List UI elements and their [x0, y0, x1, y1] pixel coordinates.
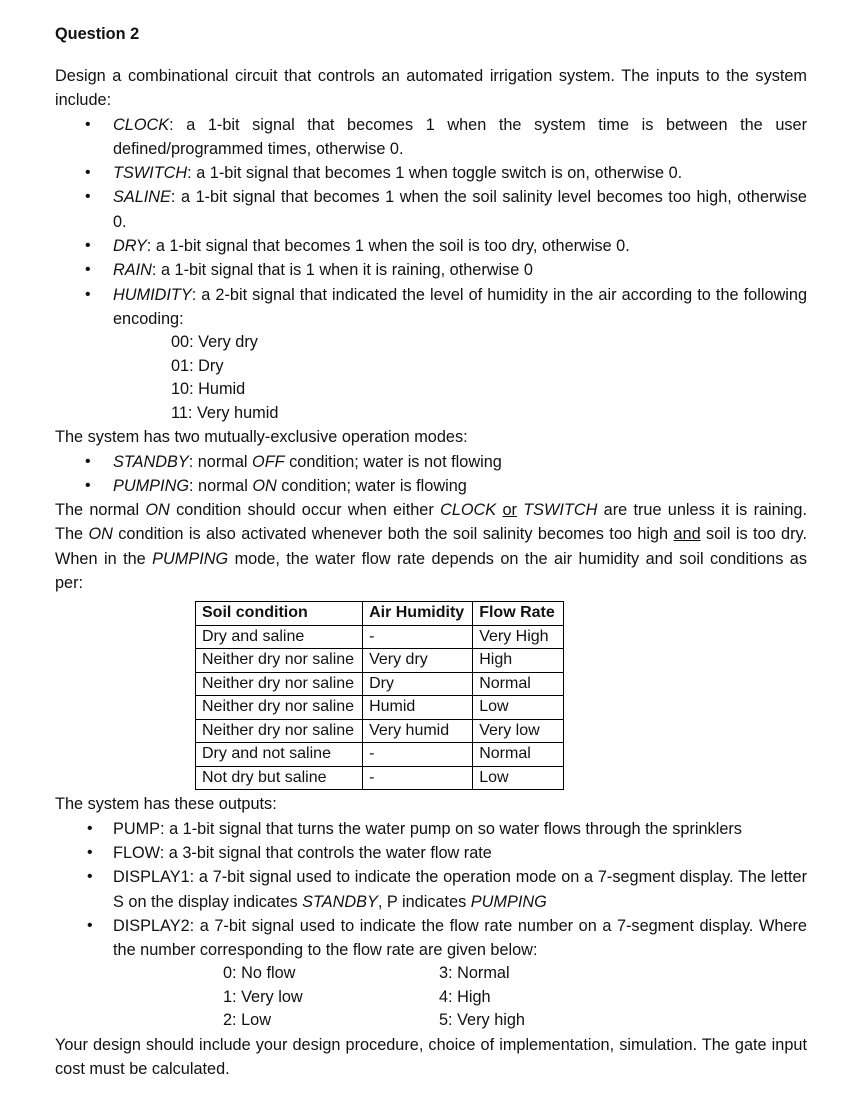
modes-list: [55, 450, 807, 499]
input-item: • HUMIDITY: a 2-bit signal that indicated the level of humidity in the air according to the following encoding:: [55, 283, 807, 332]
header-soil-condition: Soil condition: [196, 602, 363, 626]
table-cell: -: [363, 625, 473, 649]
output-item: • PUMP: a 1-bit signal that turns the water pump on so water flows through the sprinklers: [55, 817, 807, 841]
table-cell: Low: [473, 696, 564, 720]
table-header-row: [196, 602, 564, 626]
flow-rate-item: 1: Very low: [223, 987, 303, 1006]
outputs-intro: The system has these outputs:: [55, 795, 277, 814]
intro-paragraph: Design a combinational circuit that controls an automated irrigation system. The inputs to the system include:: [55, 67, 807, 110]
flow-rate-item: 0: No flow: [223, 964, 296, 983]
header-flow-rate: Flow Rate: [473, 602, 564, 626]
table-cell: Humid: [363, 696, 473, 720]
input-item: • CLOCK: a 1-bit signal that becomes 1 when the system time is between the user defined/programmed times, otherwise 0.: [55, 113, 807, 162]
question-heading: Question 2: [55, 25, 140, 43]
encoding-item: 11: Very humid: [171, 403, 279, 422]
table-cell: Low: [473, 766, 564, 790]
table-row: [196, 649, 564, 673]
flow-rate-item: 2: Low: [223, 1011, 271, 1030]
condition-paragraph: The normal ON condition should occur when either CLOCK or TSWITCH are true unless it is raining. The ON condition is also activated whenever both the soil salinity becomes too high and soil is too dry. When in the PUMPING mode, the water flow rate depends on the air humidity and soil conditions as per:: [55, 501, 807, 593]
table-cell: Very humid: [363, 719, 473, 743]
humidity-encoding: [55, 331, 807, 425]
table-row: [196, 625, 564, 649]
table-cell: Normal: [473, 743, 564, 767]
encoding-item: 01: Dry: [171, 356, 224, 375]
closing-paragraph: Your design should include your design procedure, choice of implementation, simulation. The gate input cost must be calculated.: [55, 1035, 807, 1079]
table-row: [196, 766, 564, 790]
output-item: • FLOW: a 3-bit signal that controls the water flow rate: [55, 841, 807, 865]
table-row: [196, 672, 564, 696]
table-cell: Normal: [473, 672, 564, 696]
input-item: • SALINE: a 1-bit signal that becomes 1 when the soil salinity level becomes too high, otherwise 0.: [55, 185, 807, 234]
table-cell: Neither dry nor saline: [196, 696, 363, 720]
output-item: • DISPLAY2: a 7-bit signal used to indicate the flow rate number on a 7-segment display. Where the number corresponding to the flow rate are given below:: [55, 914, 807, 963]
table-cell: Neither dry nor saline: [196, 719, 363, 743]
table-cell: Dry and saline: [196, 625, 363, 649]
input-item: • RAIN: a 1-bit signal that is 1 when it is raining, otherwise 0: [55, 258, 807, 282]
modes-intro: The system has two mutually-exclusive operation modes:: [55, 428, 468, 447]
encoding-item: 10: Humid: [171, 380, 246, 399]
table-cell: High: [473, 649, 564, 673]
table-cell: Neither dry nor saline: [196, 672, 363, 696]
flow-rate-item: 4: High: [439, 987, 491, 1006]
header-air-humidity: Air Humidity: [363, 602, 473, 626]
flow-rate-table: [195, 601, 564, 790]
table-row: [196, 743, 564, 767]
table-row: [196, 719, 564, 743]
input-item: • DRY: a 1-bit signal that becomes 1 when the soil is too dry, otherwise 0.: [55, 234, 807, 258]
mode-item: • PUMPING: normal ON condition; water is flowing: [55, 474, 807, 498]
outputs-list: [55, 817, 807, 963]
document: [55, 22, 807, 1082]
table-row: [196, 696, 564, 720]
mode-item: • STANDBY: normal OFF condition; water is not flowing: [55, 450, 807, 474]
flow-rate-item: 3: Normal: [439, 964, 510, 983]
table-cell: Not dry but saline: [196, 766, 363, 790]
input-item: • TSWITCH: a 1-bit signal that becomes 1 when toggle switch is on, otherwise 0.: [55, 161, 807, 185]
output-item: • DISPLAY1: a 7-bit signal used to indicate the operation mode on a 7-segment display. The letter S on the display indicates STANDBY, P indicates PUMPING: [55, 865, 807, 914]
inputs-list: [55, 113, 807, 332]
table-cell: -: [363, 743, 473, 767]
table-cell: Dry: [363, 672, 473, 696]
table-cell: Very High: [473, 625, 564, 649]
table-cell: Very low: [473, 719, 564, 743]
encoding-item: 00: Very dry: [171, 333, 258, 352]
table-cell: Very dry: [363, 649, 473, 673]
flow-rate-item: 5: Very high: [439, 1011, 525, 1030]
flow-rate-numbers: [223, 962, 807, 1033]
table-cell: Neither dry nor saline: [196, 649, 363, 673]
table-cell: -: [363, 766, 473, 790]
table-cell: Dry and not saline: [196, 743, 363, 767]
